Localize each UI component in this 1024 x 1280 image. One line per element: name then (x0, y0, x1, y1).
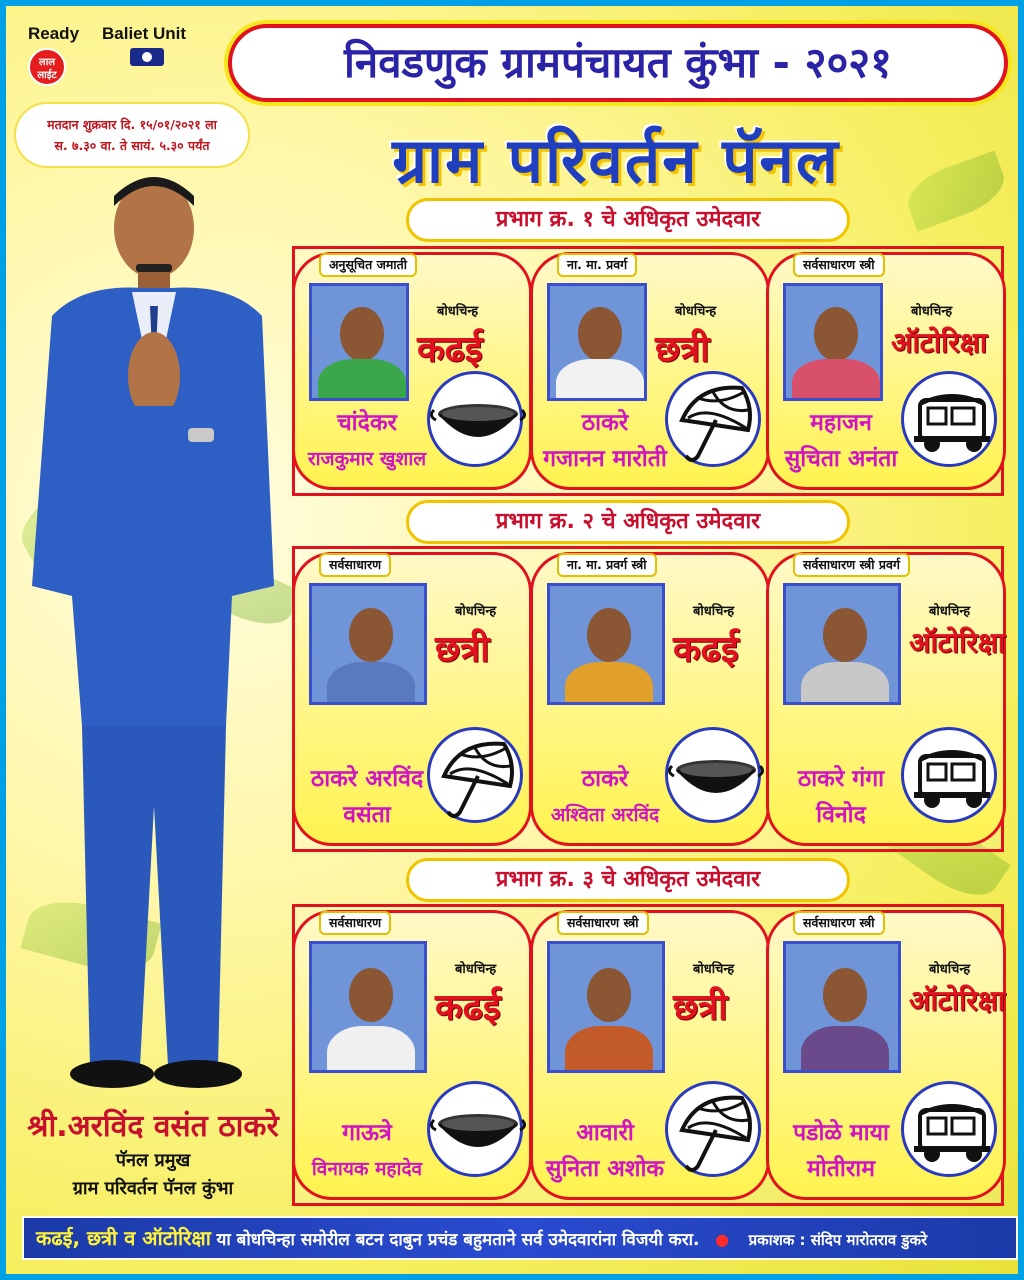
candidate-category: ना. मा. प्रवर्ग स्त्री (557, 553, 657, 577)
symbol-name: छत्री (655, 329, 710, 370)
candidate-name-line2: सुचिता अनंता (784, 446, 898, 472)
candidate-name-line2: सुनिता अशोक (545, 1156, 665, 1182)
symbol-name: कढई (417, 329, 483, 370)
umbrella-icon (665, 1081, 761, 1177)
candidate-name (295, 405, 439, 477)
symbol-label: बोधचिन्ह (911, 304, 953, 319)
candidate-card (292, 552, 532, 846)
leader-figure (12, 166, 284, 1096)
candidate-card (292, 252, 532, 490)
symbol-label: बोधचिन्ह (929, 962, 971, 977)
candidate-photo (309, 583, 427, 705)
panel-title: ग्राम परिवर्तन पॅनल (392, 124, 840, 197)
leader-role: पॅनल प्रमुख (115, 1150, 191, 1171)
candidate-name-line1: ठाकरे अरविंद (310, 766, 424, 792)
kadhai-icon (665, 727, 761, 823)
symbol-name: छत्री (435, 629, 490, 670)
candidate-name-line1: ठाकरे (581, 410, 629, 436)
candidate-photo (783, 583, 901, 705)
ward-2-heading: प्रभाग क्र. २ चे अधिकृत उमेदवार (406, 500, 850, 544)
candidate-photo (783, 941, 901, 1073)
election-poster (6, 6, 1018, 1274)
candidate-name-line1: चांदेकर (337, 410, 397, 436)
candidate-name-line2: राजकुमार खुशाल (307, 448, 427, 470)
candidate-category: सर्वसाधारण स्त्री प्रवर्ग (793, 553, 910, 577)
candidate-card (530, 252, 770, 490)
candidate-category: सर्वसाधारण (319, 553, 391, 577)
autorickshaw-icon (901, 1081, 997, 1177)
footer-symbols: कढई, छत्री व ऑटोरिक्षा (36, 1226, 211, 1250)
candidate-card (530, 552, 770, 846)
candidate-name-line2: वसंता (343, 802, 391, 828)
candidate-card (766, 910, 1006, 1200)
candidate-name-line2: मोतीराम (807, 1156, 875, 1182)
voting-info (16, 104, 248, 166)
candidate-category: सर्वसाधारण स्त्री (793, 253, 885, 277)
symbol-label: बोधचिन्ह (455, 604, 497, 619)
candidate-name-line1: महाजन (810, 410, 872, 436)
candidate-name (295, 1115, 439, 1187)
symbol-label: बोधचिन्ह (929, 604, 971, 619)
symbol-name: कढई (435, 987, 501, 1028)
ready-label: Ready (28, 24, 80, 43)
symbol-name: ऑटोरिक्षा (909, 984, 1006, 1017)
leader-name: श्री.अरविंद वसंत ठाकरे (27, 1109, 279, 1144)
kadhai-icon (427, 371, 523, 467)
voting-date: मतदान शुक्रवार दि. १५/०१/२०२१ ला (47, 117, 217, 132)
candidate-name (295, 761, 439, 833)
symbol-label: बोधचिन्ह (455, 962, 497, 977)
symbol-label: बोधचिन्ह (675, 304, 717, 319)
candidate-name (533, 405, 677, 477)
candidate-name-line1: ठाकरे (581, 766, 629, 792)
symbol-name: ऑटोरिक्षा (909, 626, 1006, 659)
symbol-label: बोधचिन्ह (437, 304, 479, 319)
candidate-name (769, 405, 913, 477)
candidate-name-line2: अश्विता अरविंद (550, 804, 660, 826)
voting-time: स. ७.३० वा. ते सायं. ५.३० पर्यंत (54, 138, 210, 153)
candidate-category: ना. मा. प्रवर्ग (557, 253, 637, 277)
footer-bar (22, 1216, 1018, 1260)
candidate-card (530, 910, 770, 1200)
kadhai-icon (427, 1081, 523, 1177)
ballot-unit-label: Baliet Unit (102, 24, 187, 43)
symbol-label: बोधचिन्ह (693, 604, 735, 619)
candidate-name-line2: विनोद (816, 802, 866, 828)
footer-publisher: प्रकाशक : संदिप मारोतराव डुकरे (748, 1231, 928, 1249)
candidate-category: सर्वसाधारण स्त्री (793, 911, 885, 935)
candidate-name (769, 761, 913, 833)
candidate-card (292, 910, 532, 1200)
candidate-photo (309, 941, 427, 1073)
symbol-label: बोधचिन्ह (693, 962, 735, 977)
candidate-name-line1: आवारी (576, 1120, 634, 1146)
autorickshaw-icon (901, 371, 997, 467)
candidate-name-line2: गजानन मारोती (543, 446, 667, 472)
candidate-name-line2: विनायक महादेव (311, 1158, 423, 1180)
candidate-photo (547, 583, 665, 705)
candidate-name (533, 1115, 677, 1187)
symbol-name: कढई (673, 629, 739, 670)
candidate-name (769, 1115, 913, 1187)
candidate-photo (783, 283, 883, 401)
symbol-name: ऑटोरिक्षा (891, 326, 988, 359)
footer-appeal: या बोधचिन्हा समोरील बटन दाबुन प्रचंड बहुमताने सर्व उमेदवारांना विजयी करा. (216, 1230, 700, 1250)
candidate-name (533, 761, 677, 833)
candidate-photo (309, 283, 409, 401)
candidate-name-line1: पडोळे माया (793, 1120, 889, 1146)
ward-3-heading: प्रभाग क्र. ३ चे अधिकृत उमेदवार (406, 858, 850, 902)
candidate-category: अनुसूचित जमाती (319, 253, 417, 277)
symbol-name: छत्री (673, 987, 728, 1028)
ballot-button-icon (130, 48, 164, 66)
leader-panel: ग्राम परिवर्तन पॅनल कुंभा (72, 1178, 234, 1199)
candidate-card (766, 552, 1006, 846)
umbrella-icon (665, 371, 761, 467)
candidate-photo (547, 941, 665, 1073)
umbrella-icon (427, 727, 523, 823)
autorickshaw-icon (901, 727, 997, 823)
candidate-category: सर्वसाधारण स्त्री (557, 911, 649, 935)
ward-1-heading: प्रभाग क्र. १ चे अधिकृत उमेदवार (406, 198, 850, 242)
election-title: निवडणुक ग्रामपंचायत कुंभा - २०२१ (228, 24, 1008, 102)
candidate-photo (547, 283, 647, 401)
candidate-name-line1: ठाकरे गंगा (797, 766, 885, 792)
candidate-category: सर्वसाधारण (319, 911, 391, 935)
candidate-card (766, 252, 1006, 490)
candidate-name-line1: गाऊत्रे (342, 1120, 392, 1146)
lal-light-badge: लाल लाईट (28, 48, 66, 86)
footer-bullet: ● (715, 1230, 730, 1249)
